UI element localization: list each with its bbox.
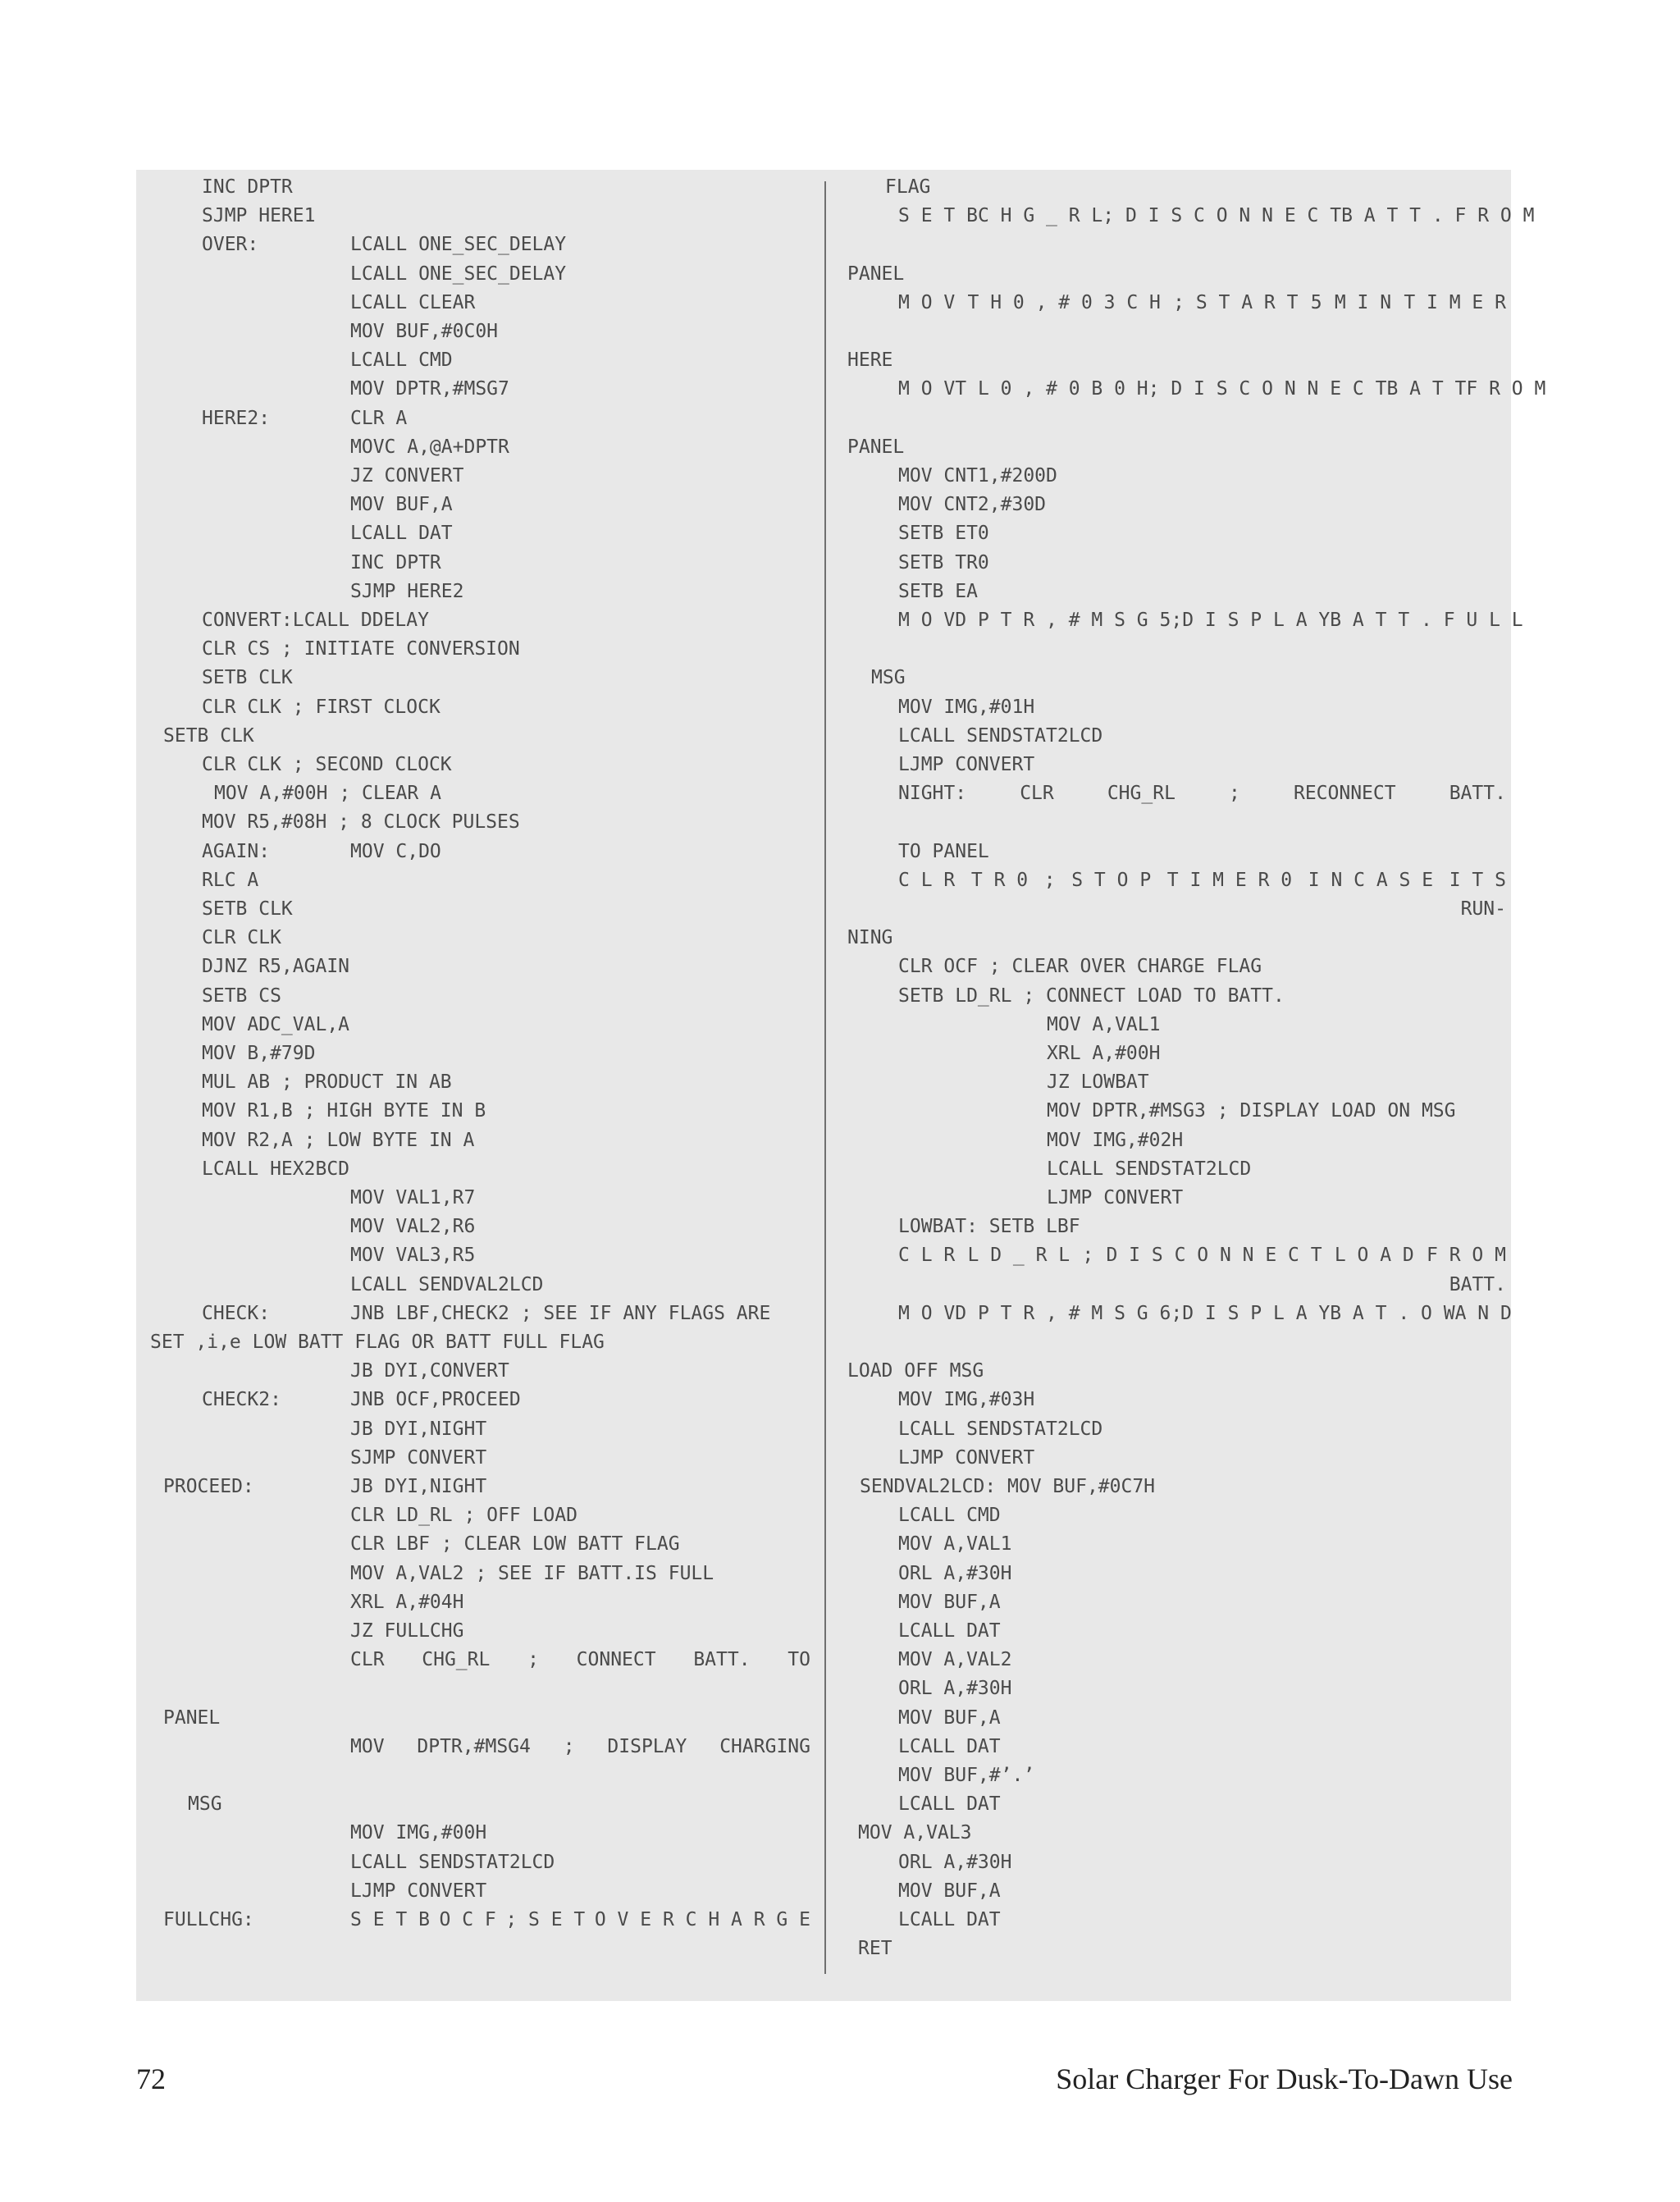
code-token: ; S T A R T [1173,291,1299,313]
code-line: LCALL DAT [898,1620,1001,1642]
code-token: T R 0 [970,869,1029,891]
code-line: LCALL SENDSTAT2LCD [350,1851,555,1873]
code-line: MOV BUF,#’.’ [898,1765,1035,1786]
code-line: MOV IMG,#02H [1047,1129,1184,1151]
code-line: MOV CNT2,#30D [898,494,1047,516]
code-line: LCALL SENDVAL2LCD [350,1273,544,1295]
code-token: O C F [439,1909,496,1930]
code-line: SET ,i,e LOW BATT FLAG OR BATT FULL FLAG [150,1332,605,1353]
code-line: SETB CS [202,985,281,1007]
code-token: S E T B [898,205,978,227]
code-token: DISPLAY [607,1735,687,1757]
code-token: A N D [1454,1302,1512,1324]
code-line: PROCEED: [163,1476,254,1497]
code-line: MOV R5,#08H ; 8 CLOCK PULSES [202,811,520,834]
code-line: CHECK2: [202,1389,281,1411]
code-line: INC DPTR [350,551,441,573]
code-token: D I S C O N N E C T [1106,1245,1322,1267]
code-line: JB DYI,NIGHT [350,1476,487,1497]
code-token: B A T T [1386,378,1467,400]
code-line: SJMP CONVERT [350,1446,487,1469]
code-token: T I M E R 0 [1166,869,1293,891]
code-token: ; [563,1735,575,1757]
code-token: M O V [898,610,956,631]
code-line [898,1241,1506,1269]
code-token: D P T R , # M S G 5 [955,610,1171,631]
code-line: LCALL SENDSTAT2LCD [1047,1158,1252,1180]
code-line: MOV R1,B ; HIGH BYTE IN B [202,1100,486,1122]
code-token: L O A D [1334,1245,1414,1267]
code-line: HERE [847,349,893,372]
code-line: MOV R2,A ; LOW BYTE IN A [202,1129,475,1151]
code-line [898,1300,1512,1327]
code-line: LCALL DAT [898,1793,1001,1816]
code-token: T H 0 , # 0 3 C H [967,291,1161,313]
code-line: HERE2: [202,407,271,429]
code-line: MOV VAL2,R6 [350,1216,476,1238]
code-line: AGAIN: [202,840,271,862]
code-line [898,606,1523,634]
code-line: JZ LOWBAT [1047,1071,1149,1094]
code-line: FULLCHG: [163,1909,254,1930]
code-line: CLR A [350,407,408,429]
code-line: SETB CLK [202,898,293,920]
code-line: RLC A [202,869,259,891]
code-line: LJMP CONVERT [350,1880,487,1902]
code-token: D I S P L A Y [1182,610,1331,631]
code-line: SENDVAL2LCD: MOV BUF,#0C7H [860,1476,1156,1497]
code-line: CLR LD_RL ; OFF LOAD [350,1505,578,1527]
code-token: ; D I S C O N N E C T [1102,205,1342,227]
code-token: M O V [898,1302,956,1324]
code-line: SETB TR0 [898,551,989,573]
code-token: RECONNECT [1293,783,1396,805]
code-line: CLR OCF ; CLEAR OVER CHARGE FLAG [898,956,1262,978]
code-line: LCALL ONE_SEC_DELAY [350,263,567,285]
code-line: CLR CLK ; SECOND CLOCK [202,754,452,775]
code-line: JNB OCF,PROCEED [350,1389,521,1411]
code-line: MOV BUF,A [898,1706,1001,1729]
code-line: PANEL [847,436,905,458]
code-line: LCALL DAT [898,1735,1001,1757]
code-line: DJNZ R5,AGAIN [202,956,350,978]
code-token: B A T T . F R O M [1341,205,1535,227]
code-token: T I M E R [1404,291,1506,313]
code-line: MSG [871,667,906,689]
code-line: LJMP CONVERT [898,1446,1035,1469]
code-line: NING [847,927,893,949]
code-line: ORL A,#30H [898,1678,1012,1700]
code-line: JZ CONVERT [350,465,464,487]
code-line: MOV A,VAL1 [1047,1013,1161,1035]
code-line: CLR LBF ; CLEAR LOW BATT FLAG [350,1533,680,1556]
code-line: MOV DPTR,#MSG7 [350,378,509,400]
code-line: LCALL CLEAR [350,291,476,313]
code-token: ; S E T [505,1909,586,1930]
code-line: PANEL [847,263,905,285]
code-token: S E T B [350,1909,430,1930]
code-line: MOV A,#00H ; CLEAR A [214,783,441,805]
code-line: MOV ADC_VAL,A [202,1013,350,1035]
code-line: LCALL HEX2BCD [202,1158,350,1180]
code-line: SETB ET0 [898,523,989,545]
code-line: SETB LD_RL ; CONNECT LOAD TO BATT. [898,985,1285,1007]
code-token: D P T R , # M S G 6 [955,1302,1171,1324]
code-token: CHARGING [719,1735,810,1757]
code-token: CLR [350,1649,385,1671]
code-token: ; D I S C O N N E C T [1148,378,1387,400]
code-line: CLR CS ; INITIATE CONVERSION [202,638,520,660]
code-line [898,866,1506,894]
code-line: LJMP CONVERT [898,754,1035,775]
code-token: MOV [350,1735,385,1757]
code-line: MSG [188,1793,222,1816]
code-line: LCALL SENDSTAT2LCD [898,1418,1103,1440]
code-line [898,202,1535,230]
code-line: FLAG [885,176,931,198]
code-line: MOV IMG,#01H [898,696,1035,718]
code-token: B A T . O W [1330,1302,1455,1324]
code-line: MOV BUF,#0C0H [350,321,499,342]
code-line: MOV VAL3,R5 [350,1245,476,1267]
code-line: JZ FULLCHG [350,1620,464,1642]
code-token: C L R [898,869,956,891]
code-line: MOV BUF,A [350,494,453,516]
code-line: MOV A,VAL1 [898,1533,1012,1556]
code-line [350,1733,810,1761]
code-token: F R O M [1466,378,1546,400]
code-token: CONNECT [576,1649,656,1671]
code-line: MOV BUF,A [898,1880,1001,1902]
code-line: LCALL DAT [350,523,453,545]
code-line: MOV A,VAL2 [898,1649,1012,1671]
code-token: D I S P L A Y [1182,1302,1331,1324]
code-token: ; [527,1649,539,1671]
code-line: CLR CLK [202,927,281,949]
code-token: ; [1171,1302,1183,1324]
code-line: JB DYI,NIGHT [350,1418,487,1440]
code-line: MOV IMG,#00H [350,1822,487,1844]
code-line: MOV A,VAL2 ; SEE IF BATT.IS FULL [350,1562,714,1584]
code-token: BATT. [693,1649,751,1671]
code-line [898,289,1506,317]
code-line: INC DPTR [202,176,293,198]
code-token: T L 0 , # 0 B 0 H [955,378,1148,400]
code-token: CHG_RL [1107,783,1176,805]
code-line: CHECK: [202,1302,271,1324]
code-line: CLR CLK ; FIRST CLOCK [202,696,441,718]
code-token: M O V [898,291,956,313]
code-token: CHG_RL [422,1649,491,1671]
code-token: S T O P [1071,869,1152,891]
code-line: TO PANEL [898,840,989,862]
code-token: BATT. [1449,783,1506,805]
code-line [898,375,1546,403]
code-line: LCALL SENDSTAT2LCD [898,724,1103,747]
code-line: JB DYI,CONVERT [350,1360,509,1382]
code-line: MOV B,#79D [202,1043,316,1064]
code-line: MOV DPTR,#MSG3 ; DISPLAY LOAD ON MSG [1047,1100,1456,1122]
code-line: ORL A,#30H [898,1562,1012,1584]
code-line: SETB CLK [202,667,293,689]
code-token: TO [788,1649,810,1671]
code-token: I T S [1449,869,1506,891]
code-line: LCALL ONE_SEC_DELAY [350,234,567,256]
code-token: M I N [1334,291,1392,313]
code-line: SJMP HERE1 [202,205,316,227]
code-line: RET [858,1938,892,1960]
code-line [350,1906,810,1934]
code-line: ORL A,#30H [898,1851,1012,1873]
code-token: L D _ R L [967,1245,1071,1267]
code-token: ; [1082,1245,1094,1267]
code-token: B A T T . F U L L [1330,610,1523,631]
running-title: Solar Charger For Dusk-To-Dawn Use [1056,2063,1513,2095]
code-token: ; [1229,783,1240,805]
code-line: SJMP HERE2 [350,580,464,602]
code-line: LCALL CMD [350,349,453,372]
code-line: MOV CNT1,#200D [898,465,1057,487]
code-line: CONVERT:LCALL DDELAY [202,610,429,631]
code-line: SETB CLK [163,724,254,747]
code-line: LOAD OFF MSG [847,1360,984,1382]
code-line [898,779,1506,807]
code-line: SETB EA [898,580,978,602]
code-line: LCALL DAT [898,1909,1001,1930]
code-token: M O V [898,378,956,400]
code-line: XRL A,#04H [350,1591,464,1613]
code-line: MOV VAL1,R7 [350,1187,476,1208]
code-token: F R O M [1427,1245,1506,1267]
code-line: MOVC A,@A+DPTR [350,436,509,458]
code-line: MOV IMG,#03H [898,1389,1035,1411]
code-token: 5 [1310,291,1322,313]
code-token: C H G _ R L [977,205,1103,227]
code-token: DPTR,#MSG4 [417,1735,531,1757]
code-token: I N C A S E [1308,869,1434,891]
code-token: O V E R C H A R G E [594,1909,810,1930]
code-line: LJMP CONVERT [1047,1187,1184,1208]
code-line: RUN- [1460,898,1506,920]
code-line: XRL A,#00H [1047,1043,1161,1064]
code-token: ; [1043,869,1056,891]
code-line: MOV A,VAL3 [858,1822,972,1844]
code-line: MUL AB ; PRODUCT IN AB [202,1071,452,1094]
code-line [350,1646,810,1674]
code-line: MOV BUF,A [898,1591,1001,1613]
code-line: LOWBAT: SETB LBF [898,1216,1080,1238]
column-divider [824,181,826,1974]
code-line: MOV C,DO [350,840,441,862]
code-token: NIGHT: [898,783,967,805]
code-line: BATT. [1449,1273,1506,1295]
code-line: LCALL CMD [898,1505,1001,1527]
code-line: JNB LBF,CHECK2 ; SEE IF ANY FLAGS ARE [350,1302,771,1324]
code-line: OVER: [202,234,259,256]
page-number: 72 [136,2063,166,2095]
code-token: ; [1171,610,1183,631]
code-line: PANEL [163,1706,221,1729]
code-token: CLR [1020,783,1054,805]
code-token: C L R [898,1245,956,1267]
